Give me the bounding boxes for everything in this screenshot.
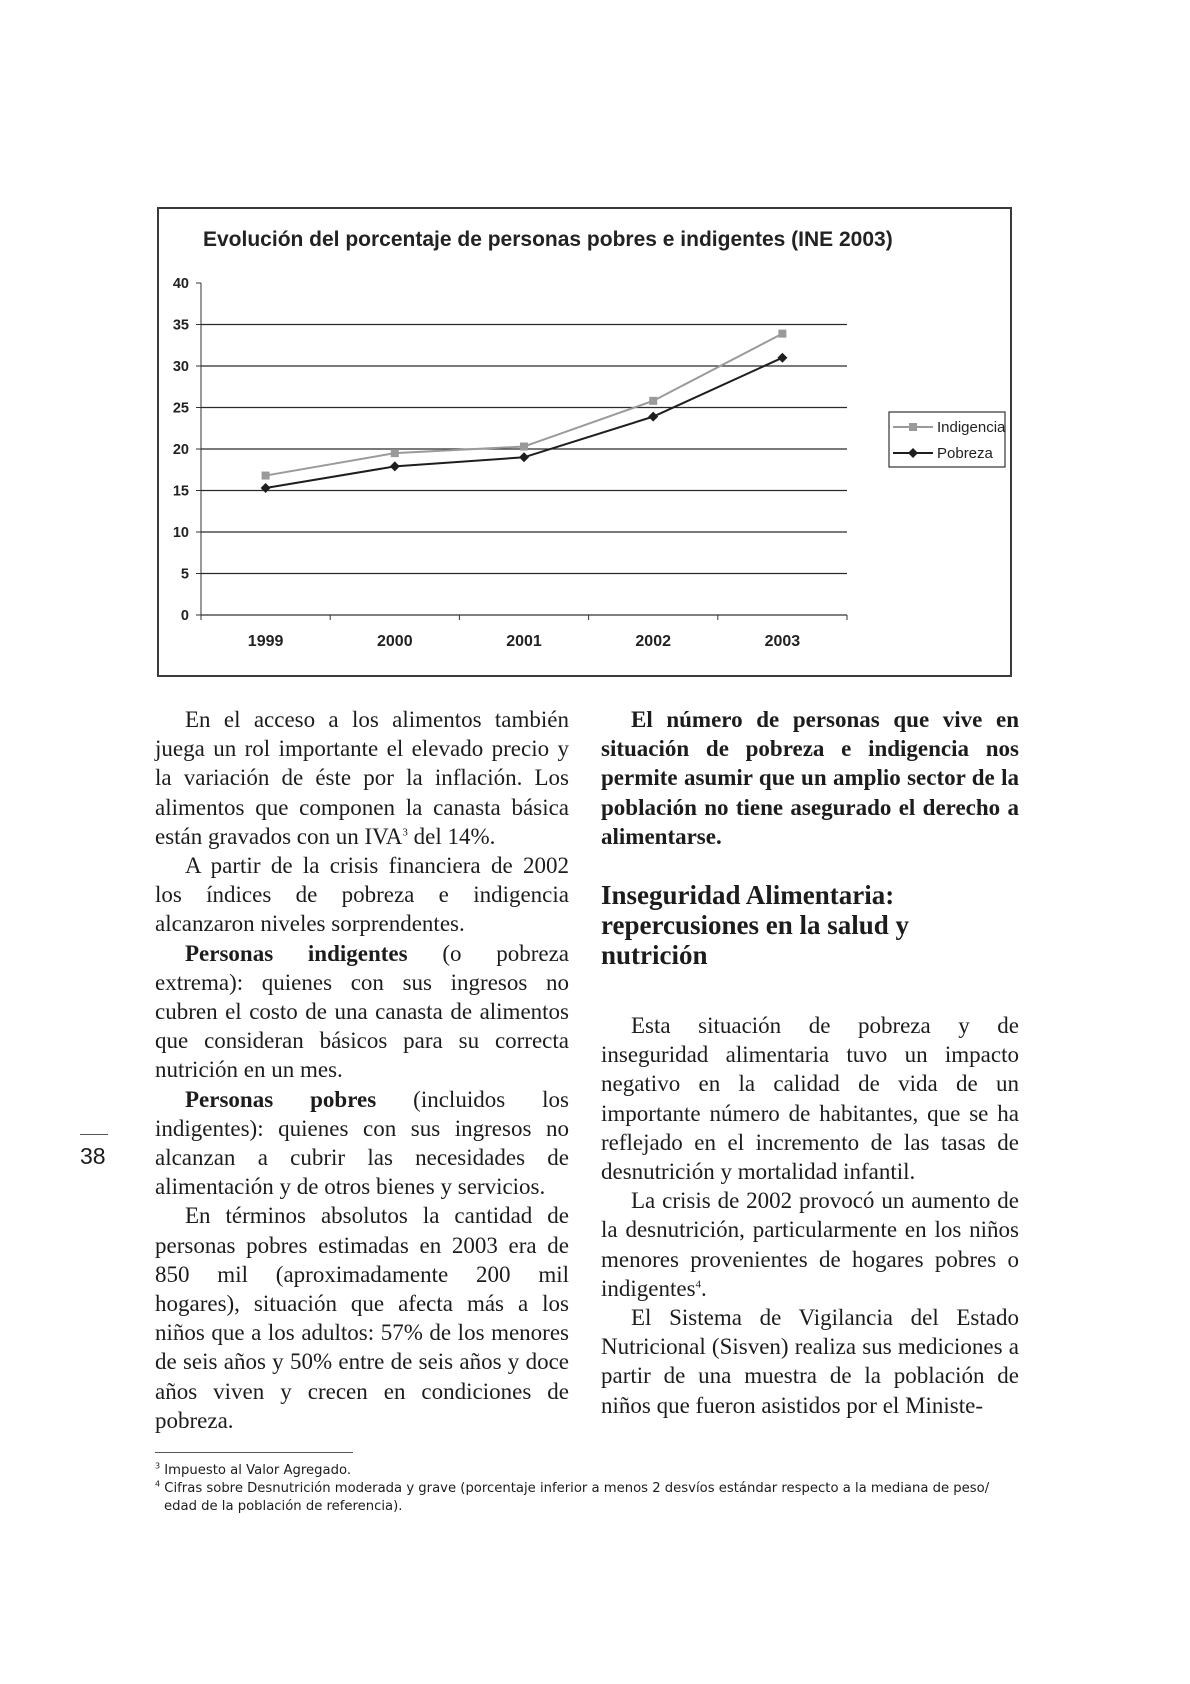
y-tick-label: 35	[172, 317, 189, 334]
definition-paragraph	[155, 939, 569, 1085]
definition-term: Personas indigentes	[185, 940, 408, 966]
page-number: 38	[80, 1143, 106, 1169]
page-number-rule	[80, 1134, 108, 1135]
data-point	[391, 449, 399, 457]
paragraph-text: .	[701, 1275, 707, 1301]
section-heading	[601, 880, 1019, 970]
footnote-ref[interactable]: 3	[402, 826, 408, 839]
paragraph: A partir de la crisis financiera de 2002 los índices de pobreza e indigencia alcanzaron niveles sorprendentes.	[155, 853, 569, 937]
heading-line: Inseguridad Alimentaria:	[601, 880, 895, 911]
footnote	[155, 1480, 1025, 1516]
series-line	[266, 358, 783, 488]
footnotes	[155, 1462, 1025, 1516]
footnote-divider	[155, 1452, 353, 1453]
legend-label: Indigencia	[937, 419, 1006, 436]
chart-series	[261, 330, 788, 493]
paragraph: Esta situación de pobreza y de inseguridad alimentaria tuvo un impacto negativo en la calidad de vida de un importante número de habitantes, que se ha reflejado en el incremento de las tasas de desnutrición y mortalidad infantil.	[601, 1013, 1019, 1185]
chart-container	[157, 207, 1012, 677]
right-column	[601, 705, 1019, 1420]
data-point	[648, 412, 658, 422]
data-point	[649, 397, 657, 405]
heading-line: nutrición	[601, 940, 708, 971]
data-point	[778, 330, 786, 338]
paragraph	[601, 1186, 1019, 1303]
data-point	[519, 452, 529, 462]
paragraph-text: En el acceso a los alimentos también juega un rol importante el elevado precio y la variación de éste por la inflación. Los alimentos que componen la canasta básica están gravados con un IVA	[155, 707, 569, 849]
y-tick-label: 15	[172, 483, 189, 500]
y-tick-label: 20	[172, 442, 189, 458]
y-tick-label: 25	[172, 400, 189, 417]
x-tick-label: 2002	[635, 633, 671, 650]
data-point	[390, 461, 400, 471]
series-pobreza	[261, 353, 788, 493]
y-tick-label: 40	[172, 276, 189, 292]
data-point	[520, 443, 528, 451]
paragraph: El Sistema de Vigilancia del Estado Nutricional (Sisven) realiza sus mediciones a partir de una muestra de la población de niños que fueron asistidos por el Ministe-	[601, 1305, 1019, 1418]
chart-title: Evolución del porcentaje de personas pobres e indigentes (INE 2003)	[203, 228, 893, 251]
paragraph-text: del 14%.	[407, 823, 496, 849]
data-point	[261, 483, 271, 493]
y-tick-label: 0	[180, 608, 189, 624]
definition-term: Personas pobres	[185, 1086, 377, 1112]
line-chart	[159, 209, 1010, 675]
legend-marker	[909, 423, 917, 431]
highlight-paragraph: El número de personas que vive en situación de pobreza e indigencia nos permite asumir que un amplio sector de la población no tiene asegurado el derecho a alimentarse.	[601, 707, 1019, 849]
footnote-number: 4	[155, 1479, 161, 1489]
legend-label: Pobreza	[937, 445, 993, 462]
x-tick-label: 2003	[764, 633, 801, 650]
paragraph-text: La crisis de 2002 provocó un aumento de la desnutrición, particularmente en los niños menores provenientes de hogares pobres o indigentes	[601, 1188, 1019, 1301]
paragraph: En términos absolutos la cantidad de personas pobres estimadas en 2003 era de 850 mil (aproximadamente 200 mil hogares), situación que afecta más a los niños que a los adultos: 57% de los menores de seis años y 50% entre de seis años y doce años viven y crecen en condiciones de pobreza.	[155, 1203, 569, 1433]
x-tick-label: 2001	[506, 633, 542, 650]
y-tick-label: 30	[172, 359, 189, 375]
data-point	[262, 472, 270, 480]
footnote	[155, 1462, 1025, 1480]
definition-text: (incluidos los indigentes): quienes con sus ingresos no alcanzan a cubrir las necesidades de alimentación y de otros bienes y servicios.	[155, 1086, 569, 1200]
footnote-number: 3	[155, 1461, 161, 1471]
chart-legend	[889, 412, 1006, 467]
y-tick-label: 5	[180, 566, 189, 583]
footnote-text: Cifras sobre Desnutrición moderada y grave (porcentaje inferior a menos 2 desvíos estándar respecto a la mediana de peso/ edad de la población de referencia).	[164, 1481, 990, 1514]
heading-line: repercusiones en la salud y	[601, 910, 910, 941]
x-tick-label: 2000	[377, 633, 413, 650]
definition-paragraph	[155, 1085, 569, 1202]
paragraph	[155, 705, 569, 851]
footnote-text: Impuesto al Valor Agregado.	[164, 1463, 352, 1478]
data-point	[777, 353, 787, 363]
y-tick-label: 10	[172, 525, 189, 541]
definition-text: (o pobreza extrema): quienes con sus ingresos no cubren el costo de una canasta de alimentos que consideran básicos para su correcta nutrición en un mes.	[155, 940, 569, 1083]
chart-axes	[173, 276, 847, 650]
left-column	[155, 705, 569, 1435]
footnote-ref[interactable]: 4	[695, 1278, 702, 1291]
x-tick-label: 1999	[247, 633, 284, 650]
